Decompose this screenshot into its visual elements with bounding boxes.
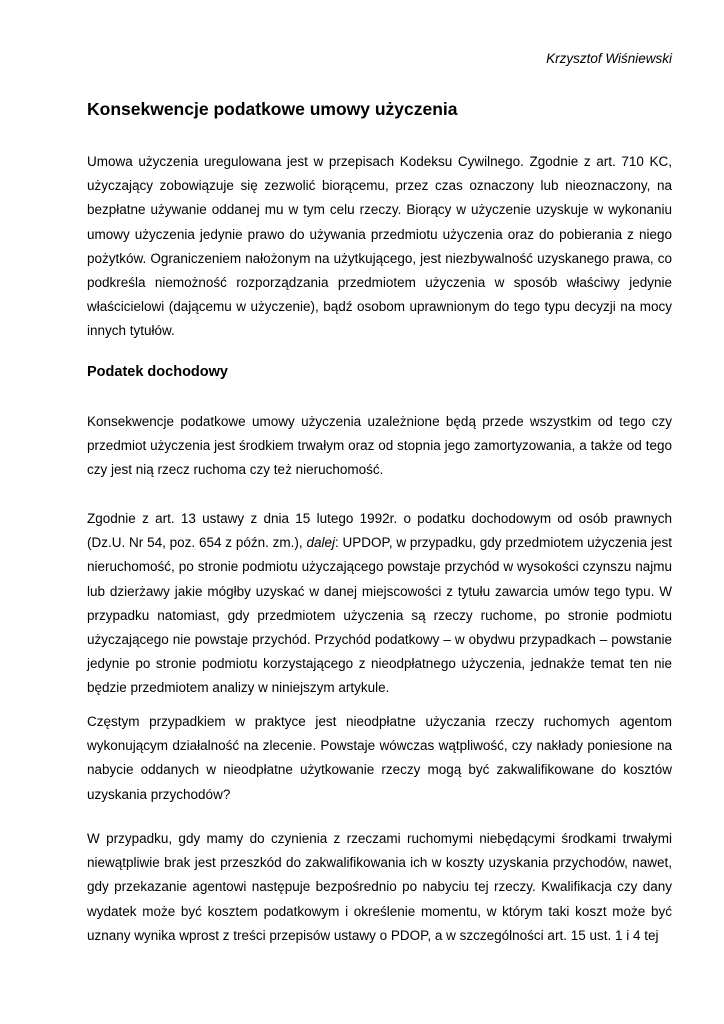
author-name: Krzysztof Wiśniewski bbox=[546, 51, 672, 66]
document-title: Konsekwencje podatkowe umowy użyczenia bbox=[87, 99, 458, 119]
paragraph-updop-italic: dalej bbox=[306, 535, 335, 551]
paragraph-updop-start: Zgodnie z art. 13 ustawy z dnia 15 lutego 1992r. o podatku dochodowym od osób prawnych (Dz.U. Nr 54, poz. 654 z późn. zm.), bbox=[87, 511, 672, 551]
paragraph-consequences: Konsekwencje podatkowe umowy użyczenia uzależnione będą przede wszystkim od tego czy przedmiot użyczenia jest środkiem trwałym oraz od stopnia jego zamortyzowania, a także od tego czy jest nią rzecz ruchoma czy też nieruchomość. bbox=[87, 414, 672, 478]
paragraph-agents: Częstym przypadkiem w praktyce jest nieodpłatne użyczania rzeczy ruchomych agentom wykonującym działalność na zlecenie. Powstaje wówczas wątpliwość, czy nakłady poniesione na nabycie oddanych w nieodpłatne użytkowanie rzeczy mogą być zakwalifikowane do kosztów uzyskania przychodów? bbox=[87, 714, 672, 802]
paragraph-updop-rest: : UPDOP, w przypadku, gdy przedmiotem użyczenia jest nieruchomość, po stronie podmiotu użyczającego powstaje przychód w wysokości czynszu najmu lub dzierżawy jakie mógłby uzyskać w danej miejscowości z tytułu zawarcia umów tego typu. W przypadku natomiast, gdy przedmiotem użyczenia są rzeczy ruchome, po stronie podmiotu użyczającego nie powstaje przychód. Przychód podatkowy – w obydwu przypadkach – powstanie jedynie po stronie podmiotu korzystającego z nieodpłatnego użyczenia, jednakże temat ten nie będzie przedmiotem analizy w niniejszym artykule. bbox=[87, 535, 672, 696]
section-heading: Podatek dochodowy bbox=[87, 364, 228, 380]
paragraph-updop bbox=[87, 507, 672, 701]
paragraph-movables: W przypadku, gdy mamy do czynienia z rzeczami ruchomymi niebędącymi środkami trwałymi niewątpliwie brak jest przeszkód do zakwalifikowania ich w koszty uzyskania przychodów, nawet, gdy przekazanie agentowi następuje bezpośrednio po nabyciu tej rzeczy. Kwalifikacja czy dany wydatek może być kosztem podatkowym i określenie momentu, w którym taki koszt może być uznany wynika wprost z treści przepisów ustawy o PDOP, a w szczególności art. 15 ust. 1 i 4 tej bbox=[87, 831, 672, 943]
paragraph-intro: Umowa użyczenia uregulowana jest w przepisach Kodeksu Cywilnego. Zgodnie z art. 710 KC, użyczający zobowiązuje się zezwolić biorącemu, przez czas oznaczony lub nieoznaczony, na bezpłatne używanie oddanej mu w tym celu rzeczy. Biorący w użyczenie uzyskuje w wykonaniu umowy użyczenia jedynie prawo do używania przedmiotu użyczenia oraz do pobierania z niego pożytków. Ograniczeniem nałożonym na użytkującego, jest niezbywalność uzyskanego prawa, co podkreśla niemożność rozporządzania przedmiotem użyczenia w sposób właściwy jedynie właścicielowi (dającemu w użyczenie), bądź osobom uprawnionym do tego typu decyzji na mocy innych tytułów. bbox=[87, 154, 672, 339]
